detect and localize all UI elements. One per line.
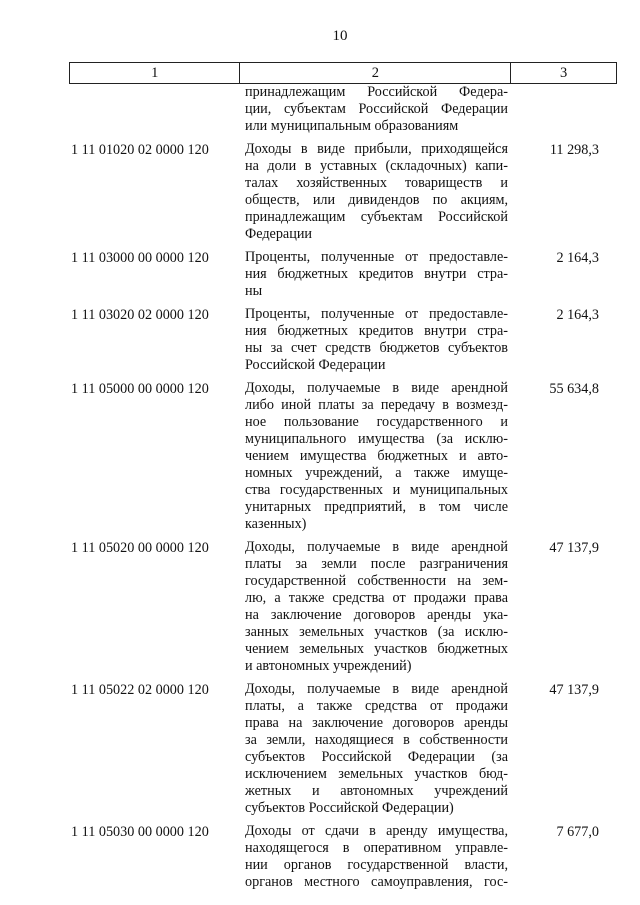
table-header-row <box>69 62 617 84</box>
description-line: муниципального имущества (за исклю- <box>245 431 508 447</box>
revenue-code: 1 11 01020 02 0000 120 <box>71 142 209 158</box>
revenue-amount: 11 298,3 <box>549 142 599 158</box>
description-line: ции, субъектам Российской Федерации <box>245 101 508 117</box>
description-line: Доходы, получаемые в виде арендной <box>245 380 508 396</box>
description-line: за земли, находящиеся в собственности <box>245 732 508 748</box>
description-line: принадлежащим субъектам Российской <box>245 209 508 225</box>
description-line: исключением земельных участков бюд- <box>245 766 508 782</box>
revenue-description <box>240 141 512 243</box>
description-line: казенных) <box>245 516 307 532</box>
description-line: обществ, или дивидендов по акциям, <box>245 192 508 208</box>
table-body <box>69 84 617 891</box>
table-row <box>69 306 617 374</box>
description-line: ния бюджетных кредитов внутри стра- <box>245 323 508 339</box>
description-line: и автономных учреждений) <box>245 658 412 674</box>
revenue-code: 1 11 03000 00 0000 120 <box>71 250 209 266</box>
description-line: на заключение договоров аренды ука- <box>245 607 508 623</box>
revenue-description <box>240 380 512 533</box>
revenue-table <box>69 62 617 897</box>
description-line: субъектов Российской Федерации (за <box>245 749 508 765</box>
description-line: унитарных предприятий, в том числе <box>245 499 508 515</box>
description-line: чением земельных участков бюджетных <box>245 641 508 657</box>
description-line: платы, а также средства от продажи <box>245 698 508 714</box>
description-line: Доходы, получаемые в виде арендной <box>245 681 508 697</box>
table-row <box>69 681 617 817</box>
description-line: Российской Федерации <box>245 357 386 373</box>
description-line: нии органов государственной власти, <box>245 857 508 873</box>
table-row <box>69 84 617 135</box>
description-line: платы за земли после разграничения <box>245 556 508 572</box>
description-line: ны за счет средств бюджетов субъектов <box>245 340 508 356</box>
table-row <box>69 539 617 675</box>
description-line: жетных и автономных учреждений <box>245 783 508 799</box>
header-col-3: 3 <box>560 65 568 81</box>
description-line: на доли в уставных (складочных) капи- <box>245 158 508 174</box>
revenue-code: 1 11 05022 02 0000 120 <box>71 682 209 698</box>
description-line: ства государственных и муниципальных <box>245 482 508 498</box>
description-line: принадлежащим Российской Федера- <box>245 84 508 100</box>
page-number: 10 <box>332 28 348 44</box>
revenue-code: 1 11 05000 00 0000 120 <box>71 381 209 397</box>
revenue-code: 1 11 05030 00 0000 120 <box>71 824 209 840</box>
table-row <box>69 249 617 300</box>
description-line: Федерации <box>245 226 313 242</box>
revenue-amount: 2 164,3 <box>556 307 599 323</box>
description-line: субъектов Российской Федерации) <box>245 800 454 816</box>
description-line: занных земельных участков (за исклю- <box>245 624 508 640</box>
description-line: ное пользование государственного и <box>245 414 508 430</box>
description-line: Проценты, полученные от предоставле- <box>245 249 508 265</box>
revenue-amount: 55 634,8 <box>549 381 599 397</box>
header-col-1: 1 <box>70 63 240 83</box>
revenue-description <box>240 823 512 891</box>
revenue-description <box>240 84 512 135</box>
description-line: ны <box>245 283 263 299</box>
revenue-amount: 47 137,9 <box>549 682 599 698</box>
revenue-amount <box>512 84 617 135</box>
table-row <box>69 823 617 891</box>
description-line: органов местного самоуправления, гос- <box>245 874 508 890</box>
description-line: права на заключение договоров аренды <box>245 715 508 731</box>
revenue-code <box>69 84 240 135</box>
revenue-code: 1 11 05020 00 0000 120 <box>71 540 209 556</box>
revenue-code: 1 11 03020 02 0000 120 <box>71 307 209 323</box>
description-line: Проценты, полученные от предоставле- <box>245 306 508 322</box>
description-line: Доходы в виде прибыли, приходящейся <box>245 141 508 157</box>
revenue-description <box>240 539 512 675</box>
description-line: номных учреждений, а также имуще- <box>245 465 508 481</box>
description-line: Доходы от сдачи в аренду имущества, <box>245 823 508 839</box>
description-line: чением имущества бюджетных и авто- <box>245 448 508 464</box>
table-row <box>69 141 617 243</box>
description-line: или муниципальным образованиям <box>245 118 459 134</box>
revenue-amount: 47 137,9 <box>549 540 599 556</box>
header-col-2: 2 <box>240 63 511 83</box>
revenue-description <box>240 249 512 300</box>
description-line: государственной собственности на зем- <box>245 573 508 589</box>
description-line: находящегося в оперативном управле- <box>245 840 508 856</box>
revenue-amount: 7 677,0 <box>556 824 599 840</box>
revenue-amount: 2 164,3 <box>556 250 599 266</box>
description-line: ния бюджетных кредитов внутри стра- <box>245 266 508 282</box>
revenue-description <box>240 681 512 817</box>
description-line: талах хозяйственных товариществ и <box>245 175 508 191</box>
description-line: Доходы, получаемые в виде арендной <box>245 539 508 555</box>
table-row <box>69 380 617 533</box>
description-line: лю, а также средства от продажи права <box>245 590 508 606</box>
revenue-description <box>240 306 512 374</box>
description-line: либо иной платы за передачу в возмезд- <box>245 397 508 413</box>
